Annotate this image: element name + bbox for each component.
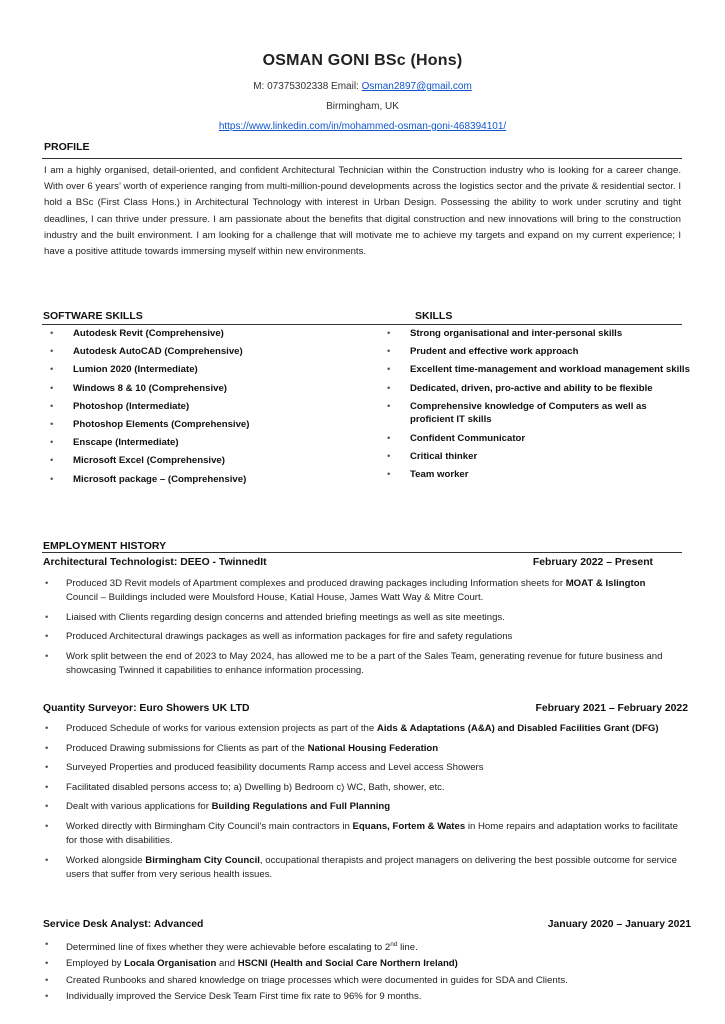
job-bullet [43, 854, 678, 882]
bold-text: Equans, Fortem & Wates [352, 820, 466, 832]
job-title-row [43, 919, 691, 930]
skills-list [381, 327, 691, 486]
skill-item: • Autodesk Revit (Comprehensive) [44, 327, 374, 341]
text-segment: Liaised with Clients regarding design concerns and attended briefing meetings as well as site meetings. [66, 611, 505, 623]
bold-text: Aids & Adaptations (A&A) and Disabled Facilities Grant (DFG) [376, 723, 659, 734]
job-bullet [43, 761, 678, 775]
text-segment: Worked alongside [66, 854, 146, 866]
skill-item: • Enscape (Intermediate) [44, 436, 374, 450]
job-bullet [43, 630, 673, 644]
skill-item: • Confident Communicator [381, 432, 691, 446]
job-title-row [43, 703, 688, 714]
linkedin-link[interactable]: https://www.linkedin.com/in/mohammed-osman-goni-468394101/ [218, 121, 507, 132]
bold-text: Locala Organisation [124, 958, 217, 970]
text-segment: Surveyed Properties and produced feasibility documents Ramp access and Level access Showers [66, 762, 484, 774]
text-segment: Work split between the end of 2023 to May 2024, has allowed me to be a part of the Sales Team, generating revenue for future business and showcasing Twinned it capabilities to enhance information processing. [66, 650, 663, 677]
employment-heading: EMPLOYMENT HISTORY [43, 540, 167, 552]
skill-item: • Microsoft package – (Comprehensive) [44, 473, 374, 487]
text-segment: Produced Schedule of works for various extension projects as part of the [66, 723, 377, 734]
skills-rule [42, 324, 682, 325]
text-segment: line. [397, 942, 418, 954]
skill-item: • Photoshop Elements (Comprehensive) [44, 418, 374, 432]
job-bullet [43, 800, 678, 814]
bold-text: Birmingham City Council [145, 854, 260, 866]
skill-item: • Team worker [381, 468, 691, 482]
software-skills-heading: SOFTWARE SKILLS [43, 310, 143, 322]
text-segment: Employed by [66, 958, 125, 970]
bold-text: HSCNI (Health and Social Care Northern Ireland) [237, 958, 458, 970]
text-segment: in Home repairs and adaptation works to facilitate for those with disabilities. [66, 820, 678, 847]
linkedin-row [0, 121, 725, 132]
job-bullet [43, 722, 678, 736]
text-segment: and [216, 958, 238, 970]
job-bullets [43, 722, 678, 888]
job-title: Quantity Surveyor: Euro Showers UK LTD [43, 703, 250, 714]
skill-item: • Lumion 2020 (Intermediate) [44, 363, 374, 377]
job-dates: February 2021 – February 2022 [535, 703, 688, 714]
job-dates: February 2022 – Present [532, 557, 653, 568]
profile-text: I am a highly organised, detail-oriented, and confident Architectural Technician within the Construction industry who is looking for a career change. With over 6 years’ worth of experience ranging from multi-million-pound developments across the logistics sector and the private & residential sector. I hold a BSc (First Class Hons.) in Architectural Technology with interest in Urban Design. Possessing the ability to work under scrutiny and tight deadlines, I can thrive under pressure. I am passionate about the benefits that digital construction and new innovations will bring to the construction industry and the built environment. I am looking for a challenge that will motivate me to achieve my targets and expand on my current experience; I have a positive attitude towards immersing myself within new environments. [44, 165, 681, 258]
superscript: nd [390, 941, 398, 948]
bold-text: MOAT & Islington [565, 578, 646, 589]
bold-text: Building Regulations and Full Planning [211, 801, 391, 813]
location: Birmingham, UK [326, 101, 399, 112]
text-segment: Produced Drawing submissions for Clients as part of the [66, 742, 308, 754]
skill-item: • Critical thinker [381, 450, 691, 464]
contact-line [0, 81, 725, 92]
text-segment: Individually improved the Service Desk Team First time fix rate to 96% for 9 months. [66, 990, 422, 1002]
software-skills-list [44, 327, 374, 491]
employment-rule [42, 552, 682, 553]
profile-heading: PROFILE [44, 141, 90, 153]
job-bullet [43, 957, 683, 971]
skill-item: • Comprehensive knowledge of Computers as well as proficient IT skills [381, 400, 691, 427]
text-segment: Dealt with various applications for [66, 801, 212, 813]
skill-item: • Dedicated, driven, pro-active and ability to be flexible [381, 382, 691, 396]
skill-item: • Autodesk AutoCAD (Comprehensive) [44, 345, 374, 359]
job-bullet [43, 974, 683, 988]
text-segment: , occupational therapists and project managers on delivering the best possible outcome for service users that suffer from very serious health issues. [66, 854, 677, 880]
job-title-row [43, 557, 688, 568]
skill-item: • Windows 8 & 10 (Comprehensive) [44, 382, 374, 396]
text-segment: Facilitated disabled persons access to; a) Dwelling b) Bedroom c) WC, Bath, shower, etc. [66, 781, 445, 793]
job-bullets [43, 577, 673, 684]
job-title: Service Desk Analyst: Advanced [43, 919, 204, 930]
profile-rule [42, 158, 682, 159]
skill-item: • Photoshop (Intermediate) [44, 400, 374, 414]
text-segment: Worked directly with Birmingham City Council’s main contractors in [66, 820, 353, 832]
job-bullet [43, 990, 683, 1004]
job-bullet [43, 938, 683, 955]
text-segment: Produced 3D Revit models of Apartment complexes and produced drawing packages including Information sheets for [66, 578, 566, 589]
candidate-name: OSMAN GONI BSc (Hons) [262, 52, 463, 69]
job-bullets [43, 938, 683, 1006]
text-segment: Determined line of fixes whether they were achievable before escalating to 2 [66, 942, 391, 954]
skill-item: • Microsoft Excel (Comprehensive) [44, 454, 374, 468]
job-bullet [43, 650, 673, 678]
bold-text: National Housing Federation [307, 742, 439, 754]
email-link[interactable]: Osman2897@gmail.com [361, 81, 472, 92]
job-bullet [43, 611, 673, 625]
text-segment: Created Runbooks and shared knowledge on triage processes which were documented in guides for SDA and Clients. [66, 974, 568, 986]
job-bullet [43, 742, 678, 756]
job-bullet [43, 577, 673, 605]
phone-label: M: 07375302338 Email: [253, 81, 362, 92]
skills-heading: SKILLS [415, 310, 453, 322]
text-segment: Produced Architectural drawings packages as well as information packages for fire and safety regulations [66, 631, 513, 643]
job-title: Architectural Technologist: DEEO - TwinnedIt [43, 557, 267, 568]
job-dates: January 2020 – January 2021 [547, 919, 691, 930]
skill-item: • Strong organisational and inter-personal skills [381, 327, 691, 341]
job-bullet [43, 820, 678, 848]
job-bullet [43, 781, 678, 795]
skill-item: • Prudent and effective work approach [381, 345, 691, 359]
text-segment: Council – Buildings included were Moulsford House, Katial House, James Watt Way & Mitre Court. [66, 592, 484, 604]
skill-item: • Excellent time-management and workload management skills [381, 363, 691, 377]
